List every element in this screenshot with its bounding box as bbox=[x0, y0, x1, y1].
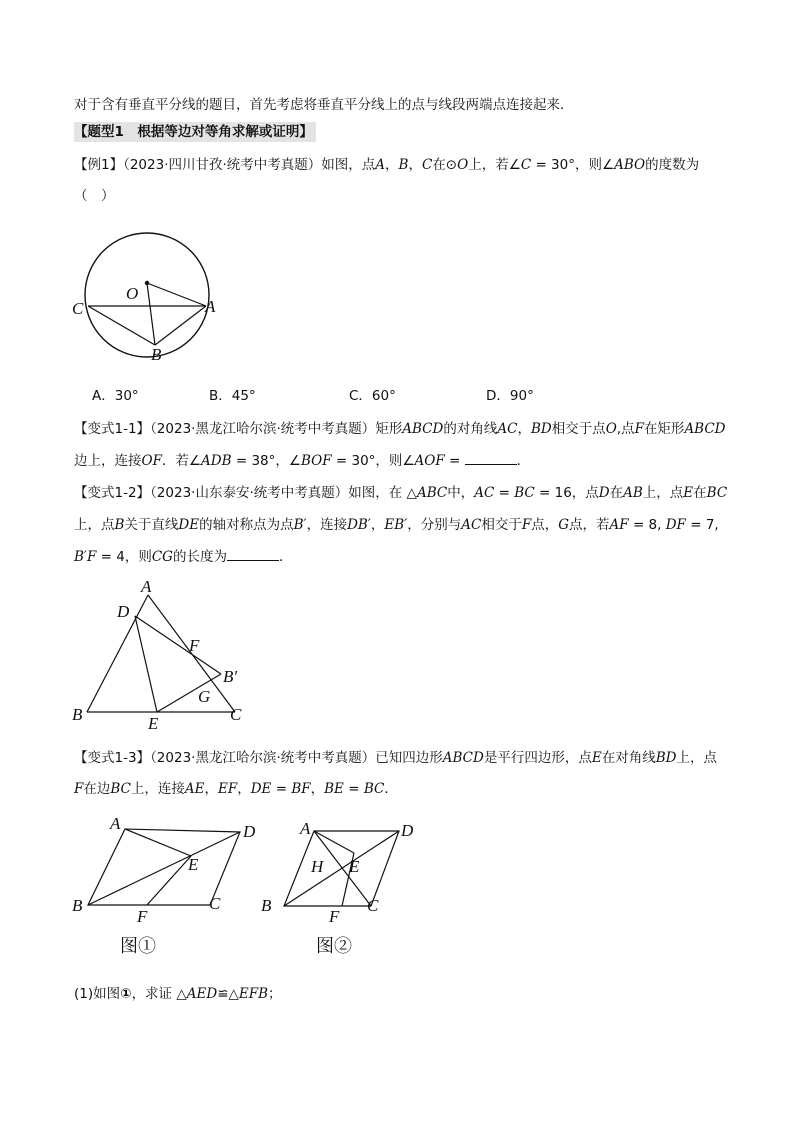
text: = 4，则 bbox=[96, 549, 152, 565]
option-a: A．30° bbox=[92, 388, 139, 404]
variant-1-3-line-1 bbox=[74, 748, 717, 768]
label-a: A bbox=[205, 297, 216, 316]
var: BD bbox=[530, 421, 552, 437]
answer-blank bbox=[465, 451, 517, 465]
variant-1-2-line-3 bbox=[74, 547, 292, 567]
segment-ef bbox=[147, 856, 191, 905]
option-b: B．45° bbox=[209, 388, 256, 404]
var: D bbox=[598, 485, 610, 501]
circle-figure bbox=[60, 210, 240, 370]
figure-2-caption: 图② bbox=[316, 936, 352, 956]
text: 上，点 bbox=[74, 517, 115, 533]
label-b: B bbox=[261, 896, 272, 915]
var: AB bbox=[623, 485, 643, 501]
segment-ob bbox=[147, 283, 155, 345]
variant-1-1-tag: 【变式1-1】 bbox=[74, 421, 151, 437]
var: BC bbox=[514, 485, 535, 501]
label-a: A bbox=[110, 814, 121, 833]
segment-cb bbox=[88, 306, 155, 345]
label-f: F bbox=[189, 636, 200, 655]
var: ABCD bbox=[442, 750, 484, 766]
text: 在对角线 bbox=[601, 750, 656, 766]
var: B bbox=[398, 157, 409, 173]
text: 相交于 bbox=[481, 517, 522, 533]
text: 的轴对称点为点 bbox=[199, 517, 294, 533]
var: AC bbox=[497, 421, 518, 437]
var: ABCD bbox=[684, 421, 726, 437]
text: 上，点 bbox=[676, 750, 717, 766]
var: C bbox=[421, 157, 433, 173]
var: F bbox=[521, 517, 532, 533]
text: ； bbox=[268, 986, 282, 1002]
label-b-prime: B′ bbox=[223, 667, 238, 686]
segment-ab bbox=[155, 306, 206, 345]
var: EFB bbox=[238, 986, 269, 1002]
text: ，连接 bbox=[306, 517, 348, 533]
figure-1-caption: 图① bbox=[120, 936, 156, 956]
label-a: A bbox=[141, 577, 152, 596]
text: ,点 bbox=[616, 421, 635, 437]
triangle-figure bbox=[60, 570, 260, 733]
var: ABO bbox=[614, 157, 646, 173]
text: 的对角线 bbox=[443, 421, 498, 437]
text: ， bbox=[310, 781, 325, 797]
type-heading bbox=[74, 122, 316, 142]
variant-1-3-tag: 【变式1-3】 bbox=[74, 750, 151, 766]
text: ， bbox=[385, 157, 399, 173]
label-b: B bbox=[151, 345, 162, 364]
type-heading-label: 【题型1 根据等边对等角求解或证明】 bbox=[74, 122, 316, 142]
segment-ae bbox=[125, 829, 191, 856]
variant-1-3-line-2 bbox=[74, 779, 398, 799]
variant-1-2-source: （2023·山东泰安·统考中考真题） bbox=[150, 485, 349, 501]
variant-1-3-source: （2023·黑龙江哈尔滨·统考中考真题） bbox=[150, 750, 376, 766]
text: ① bbox=[120, 986, 132, 1002]
label-e: E bbox=[349, 857, 360, 876]
segment-eb-prime bbox=[157, 674, 221, 712]
label-o: O bbox=[126, 284, 139, 303]
text: ，分别与 bbox=[407, 517, 462, 533]
var: OF bbox=[141, 453, 162, 469]
label-b: B bbox=[72, 896, 83, 915]
variant-1-2-tag: 【变式1-2】 bbox=[74, 485, 151, 501]
label-c: C bbox=[367, 896, 379, 915]
text: ， bbox=[237, 781, 251, 797]
text: ． bbox=[278, 549, 293, 565]
var: AOF bbox=[414, 453, 445, 469]
var: BC bbox=[110, 781, 131, 797]
var: ABCD bbox=[402, 421, 444, 437]
var: CG bbox=[151, 549, 173, 565]
text: 上，点 bbox=[642, 485, 684, 501]
label-c: C bbox=[230, 705, 242, 724]
var: F bbox=[74, 781, 84, 797]
variant-1-1-line-2 bbox=[74, 451, 530, 471]
option-d: D．90° bbox=[486, 388, 534, 404]
parallelogram-figure-2 bbox=[258, 810, 438, 960]
var: A bbox=[375, 157, 386, 173]
text: 在边 bbox=[83, 781, 111, 797]
text: = 30°，则∠ bbox=[531, 157, 615, 173]
label-c: C bbox=[209, 894, 221, 913]
text: 上，连接 bbox=[130, 781, 185, 797]
segment-oa bbox=[147, 283, 206, 306]
example-1-paren: （ ） bbox=[74, 188, 115, 204]
var: ADB bbox=[201, 453, 232, 469]
variant-1-2-line-1 bbox=[74, 483, 727, 503]
text: ． bbox=[516, 453, 531, 469]
label-f: F bbox=[137, 907, 148, 926]
var: BC bbox=[706, 485, 728, 501]
text: 如图，在 △ bbox=[348, 485, 417, 501]
var: EB′ bbox=[384, 517, 408, 533]
label-d: D bbox=[401, 821, 414, 840]
label-e: E bbox=[148, 714, 159, 733]
text: 中， bbox=[447, 485, 475, 501]
label-d: D bbox=[243, 822, 256, 841]
text: ， bbox=[408, 157, 422, 173]
segment-ae bbox=[314, 831, 354, 853]
var: BC bbox=[363, 781, 385, 797]
var: DE bbox=[250, 781, 272, 797]
var: DF bbox=[665, 517, 686, 533]
text: 在 bbox=[609, 485, 624, 501]
text: ． bbox=[384, 781, 398, 797]
text: = bbox=[343, 781, 364, 797]
text: 的度数为 bbox=[645, 157, 700, 173]
var: E bbox=[591, 750, 602, 766]
text: = bbox=[271, 781, 292, 797]
text: (1)如图 bbox=[74, 986, 121, 1002]
text: = 7, bbox=[685, 517, 719, 533]
var: AC bbox=[461, 517, 482, 533]
text: 如图，点 bbox=[321, 157, 376, 173]
text: ， bbox=[370, 517, 385, 533]
var: ABC bbox=[416, 485, 448, 501]
variant-1-1-line-1 bbox=[74, 419, 726, 439]
text: ， bbox=[204, 781, 218, 797]
text: = bbox=[494, 485, 515, 501]
text: ， bbox=[517, 421, 531, 437]
text: ．若∠ bbox=[161, 453, 202, 469]
var: G bbox=[558, 517, 570, 533]
intro-text: 对于含有垂直平分线的题目，首先考虑将垂直平分线上的点与线段两端点连接起来． bbox=[74, 97, 574, 113]
text: ，求证 △ bbox=[131, 986, 187, 1002]
text: 是平行四边形，点 bbox=[483, 750, 592, 766]
example-1-source: （2023·四川甘孜·统考中考真题） bbox=[123, 157, 322, 173]
text: 在⊙ bbox=[432, 157, 458, 173]
var: BD bbox=[655, 750, 677, 766]
diagonal-bd bbox=[284, 831, 399, 906]
question-1 bbox=[74, 984, 282, 1004]
answer-blank bbox=[227, 547, 279, 561]
variant-1-2-line-2 bbox=[74, 515, 719, 535]
var: O bbox=[605, 421, 617, 437]
text: 矩形 bbox=[375, 421, 403, 437]
parallelogram-figure-1 bbox=[60, 810, 260, 960]
label-c: C bbox=[72, 299, 84, 318]
label-a: A bbox=[300, 819, 311, 838]
var: B′ bbox=[293, 517, 307, 533]
var: C bbox=[520, 157, 532, 173]
circle-o bbox=[85, 233, 209, 357]
example-1-question bbox=[74, 155, 699, 175]
var: DB′ bbox=[347, 517, 371, 533]
var: B′F bbox=[74, 549, 97, 565]
text: 点，若 bbox=[569, 517, 610, 533]
var: DE bbox=[178, 517, 200, 533]
text: 关于直线 bbox=[124, 517, 179, 533]
text: 在矩形 bbox=[643, 421, 685, 437]
var: EF bbox=[218, 781, 238, 797]
label-e: E bbox=[188, 855, 199, 874]
var: AE bbox=[184, 781, 205, 797]
var: F bbox=[634, 421, 644, 437]
var: B bbox=[114, 517, 125, 533]
label-g: G bbox=[198, 687, 211, 706]
segment-de bbox=[135, 616, 157, 712]
var: AC bbox=[474, 485, 495, 501]
label-f: F bbox=[329, 907, 340, 926]
text: 在 bbox=[693, 485, 707, 501]
label-h: H bbox=[311, 857, 324, 876]
example-1-tag: 【例1】 bbox=[74, 157, 124, 173]
segment-db-prime bbox=[135, 616, 221, 674]
label-d: D bbox=[117, 602, 130, 621]
var: O bbox=[457, 157, 469, 173]
var: E bbox=[683, 485, 694, 501]
var: BOF bbox=[300, 453, 332, 469]
var: BE bbox=[324, 781, 344, 797]
text: 相交于点 bbox=[551, 421, 606, 437]
text: 点， bbox=[531, 517, 559, 533]
text: = 16，点 bbox=[534, 485, 599, 501]
text: 的长度为 bbox=[172, 549, 227, 565]
text: ≌△ bbox=[217, 986, 239, 1002]
option-c: C．60° bbox=[349, 388, 396, 404]
variant-1-1-source: （2023·黑龙江哈尔滨·统考中考真题） bbox=[150, 421, 376, 437]
text: = 38°，∠ bbox=[231, 453, 301, 469]
text: = bbox=[444, 453, 465, 469]
text: 上，若∠ bbox=[468, 157, 521, 173]
var: BF bbox=[291, 781, 311, 797]
var: AED bbox=[186, 986, 218, 1002]
text: = 8, bbox=[628, 517, 666, 533]
text: 边上，连接 bbox=[74, 453, 142, 469]
var: AF bbox=[609, 517, 629, 533]
label-b: B bbox=[72, 705, 83, 724]
text: 已知四边形 bbox=[375, 750, 443, 766]
text: = 30°，则∠ bbox=[331, 453, 415, 469]
center-point bbox=[145, 281, 149, 285]
